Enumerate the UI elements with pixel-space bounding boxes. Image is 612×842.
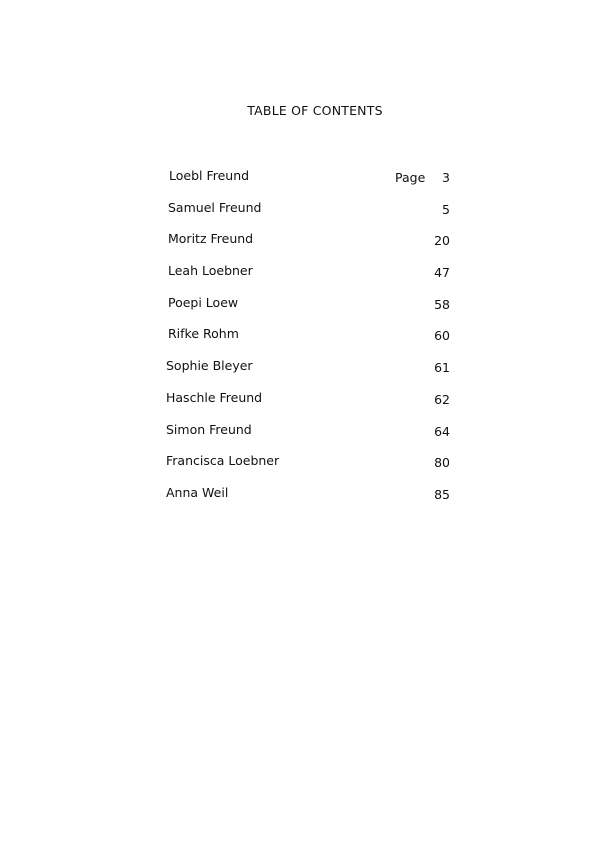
toc-entry-name: Anna Weil — [166, 484, 229, 500]
toc-entry-page: 20 — [434, 233, 450, 249]
toc-entry — [0, 263, 612, 295]
toc-entry-name: Simon Freund — [166, 421, 252, 437]
toc-entry — [0, 295, 612, 327]
toc-entry-name: Francisca Loebner — [166, 453, 280, 469]
toc-entry-page: 60 — [434, 328, 450, 344]
toc-entry-name: Rifke Rohm — [168, 326, 239, 342]
toc-entry — [0, 231, 612, 263]
toc-entry-name: Sophie Bleyer — [166, 358, 253, 374]
toc-entry-page: 5 — [442, 201, 450, 217]
toc-entry-page: 62 — [434, 391, 450, 407]
toc-entry-name: Loebl Freund — [169, 168, 250, 183]
toc-entry-page: 47 — [434, 265, 450, 281]
toc-entry — [0, 485, 612, 517]
toc-entry-page: 64 — [434, 423, 450, 439]
toc-entry-name: Moritz Freund — [168, 231, 254, 247]
table-of-contents — [0, 168, 612, 517]
toc-entry-page: 61 — [434, 360, 450, 376]
toc-entry — [0, 358, 612, 390]
page-title: TABLE OF CONTENTS — [247, 103, 383, 118]
toc-entry-page: 3 — [442, 170, 450, 185]
toc-entry-name: Leah Loebner — [168, 263, 253, 279]
toc-entry — [0, 200, 612, 232]
toc-entry-page: 85 — [434, 486, 450, 502]
toc-entry-name: Poepi Loew — [168, 294, 239, 310]
toc-entry — [0, 390, 612, 422]
toc-entry-page: 80 — [434, 455, 450, 471]
toc-entry — [0, 326, 612, 358]
toc-entry — [0, 422, 612, 454]
toc-entry-name: Samuel Freund — [168, 199, 262, 215]
toc-entry-name: Haschle Freund — [166, 389, 263, 405]
toc-entry — [0, 168, 612, 200]
toc-entry — [0, 453, 612, 485]
toc-entry-page: 58 — [434, 296, 450, 312]
page-label: Page — [395, 170, 426, 185]
